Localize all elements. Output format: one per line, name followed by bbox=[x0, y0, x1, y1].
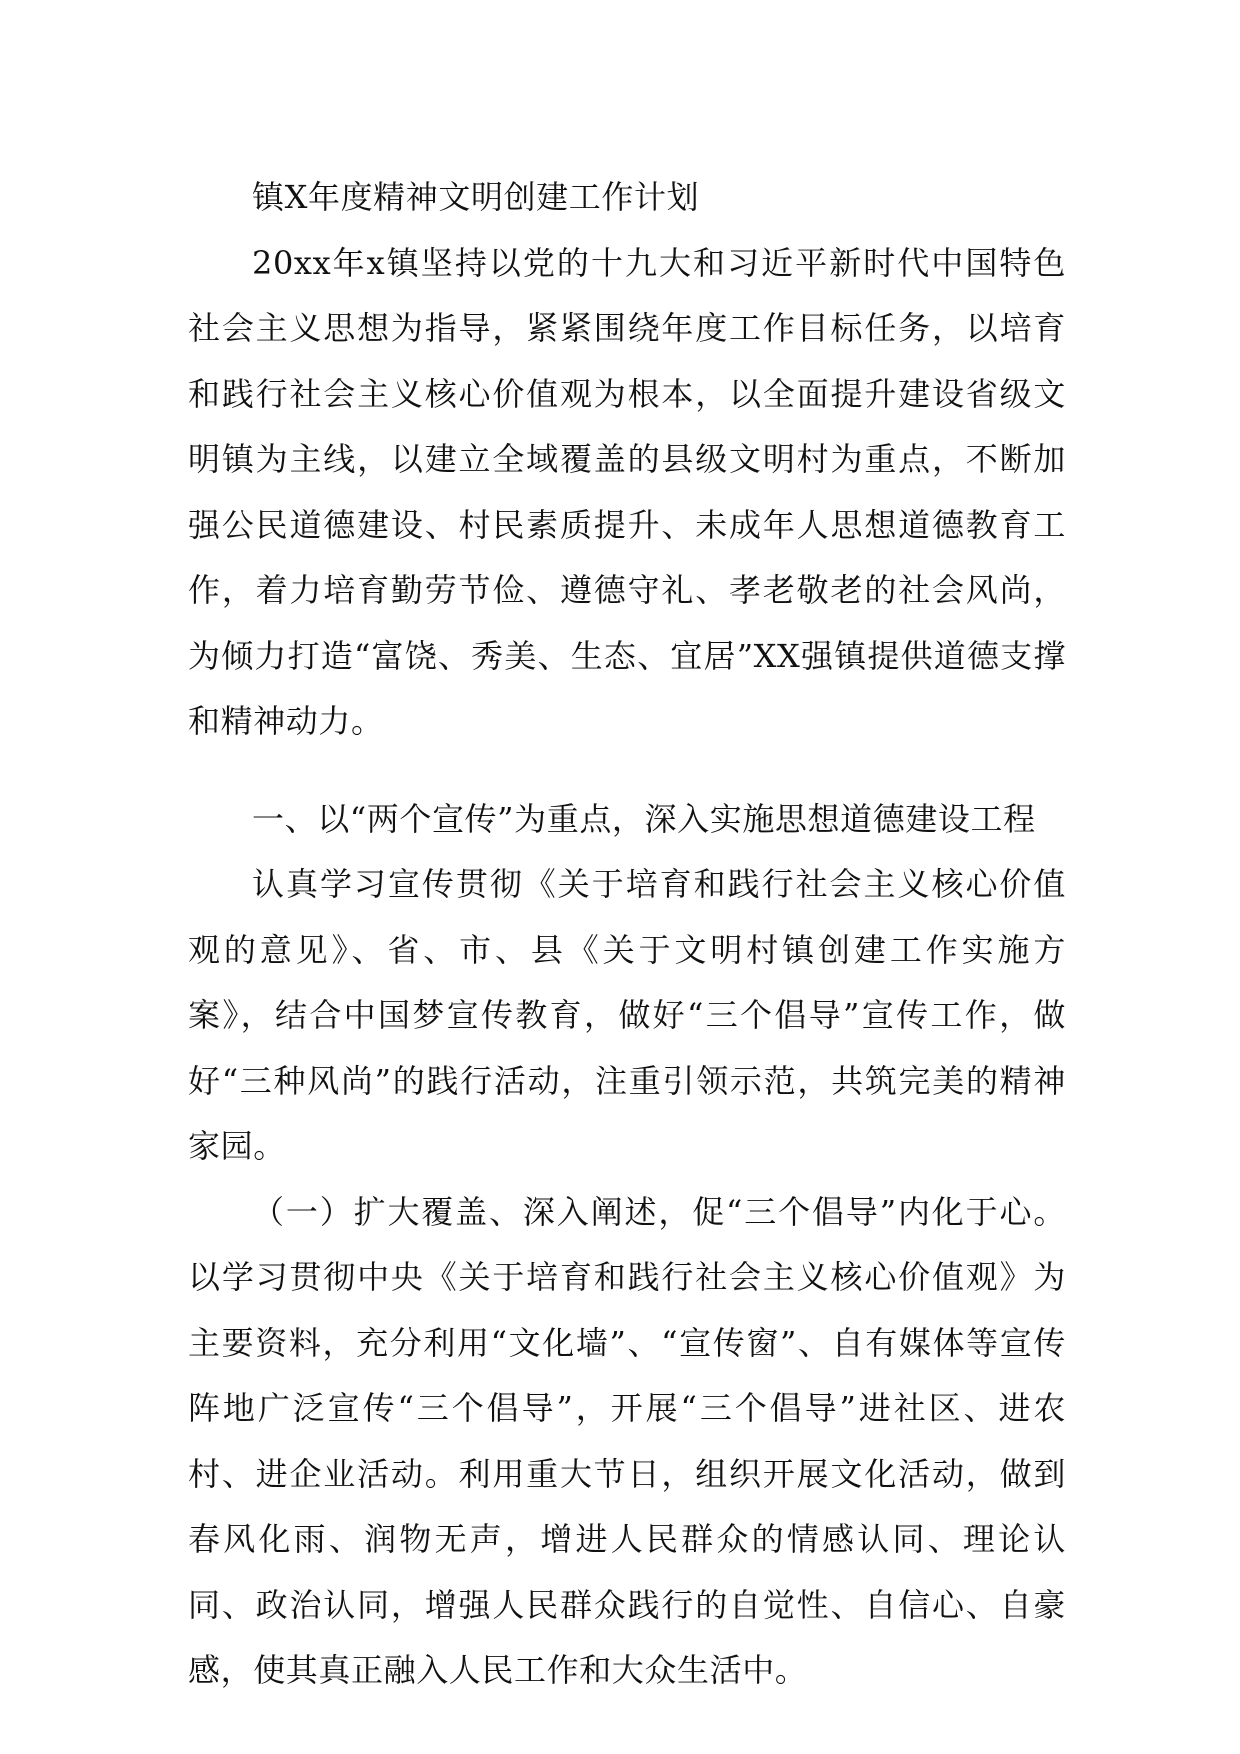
subsection-1-paragraph: （一）扩大覆盖、深入阐述，促“三个倡导”内化于心。以学习贯彻中央《关于培育和践行社会主义核心价值观》为主要资料，充分利用“文化墙”、“宣传窗”、自有媒体等宣传阵地广泛宣传“三个倡导”，开展“三个倡导”进社区、进农村、进企业活动。利用重大节日，组织开展文化活动，做到春风化雨、润物无声，增进人民群众的情感认同、理论认同、政治认同，增强人民群众践行的自觉性、自信心、自豪感，使其真正融入人民工作和大众生活中。 bbox=[188, 1192, 1066, 1689]
section-1-heading: 一、以“两个宣传”为重点，深入实施思想道德建设工程 bbox=[252, 799, 1036, 838]
document-body bbox=[188, 165, 1066, 1704]
document-title: 镇X年度精神文明创建工作计划 bbox=[252, 178, 700, 216]
section-1-body: 认真学习宣传贯彻《关于培育和践行社会主义核心价值观的意见》、省、市、县《关于文明村镇创建工作实施方案》，结合中国梦宣传教育，做好“三个倡导”宣传工作，做好“三种风尚”的践行活动，注重引领示范，共筑完美的精神家园。 bbox=[188, 865, 1066, 1165]
intro-paragraph: 20xx年x镇坚持以党的十九大和习近平新时代中国特色社会主义思想为指导，紧紧围绕年度工作目标任务，以培育和践行社会主义核心价值观为根本，以全面提升建设省级文明镇为主线，以建立全域覆盖的县级文明村为重点，不断加强公民道德建设、村民素质提升、未成年人思想道德教育工作，着力培育勤劳节俭、遵德守礼、孝老敬老的社会风尚，为倾力打造“富饶、秀美、生态、宜居”XX强镇提供道德支撑和精神动力。 bbox=[188, 243, 1066, 740]
paragraph-spacer bbox=[188, 755, 1066, 787]
